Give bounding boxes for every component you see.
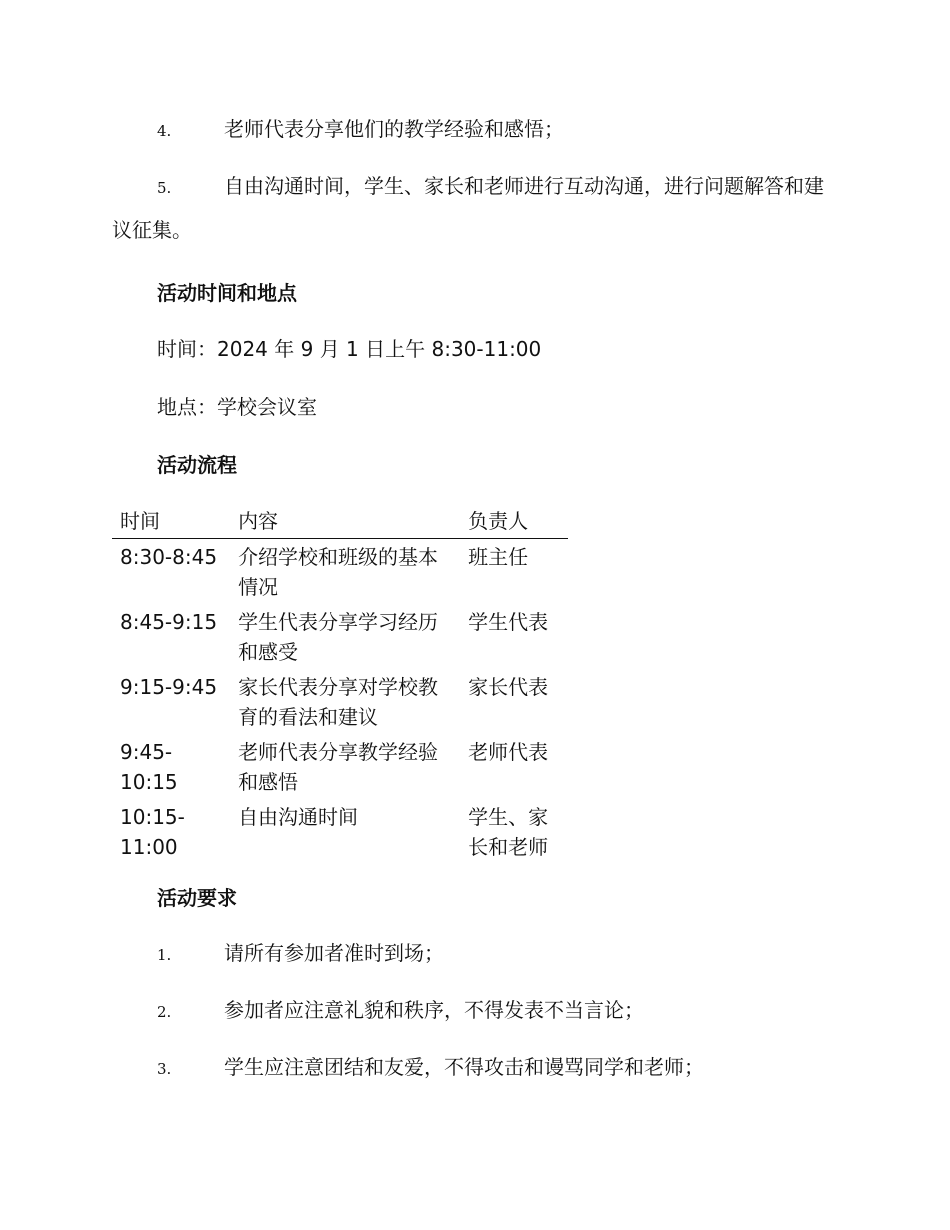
list-item (112, 1045, 837, 1089)
cell-time: 8:45-9:15 (120, 610, 218, 634)
table-header-row (112, 504, 568, 539)
section-heading-flow: 活动流程 (157, 453, 237, 477)
table-row (112, 799, 568, 864)
schedule-table (112, 504, 568, 864)
column-header-owner: 负责人 (460, 504, 568, 539)
column-header-time: 时间 (112, 504, 230, 539)
cell-content: 家长代表分享对学校教育的看法和建议 (238, 675, 439, 729)
section-heading-requirements: 活动要求 (157, 886, 237, 910)
list-item (112, 931, 837, 975)
list-number: 4. (157, 122, 172, 140)
table-row (112, 604, 568, 669)
list-item (112, 164, 837, 252)
cell-content: 学生代表分享学习经历和感受 (238, 610, 439, 664)
list-number: 2. (157, 1003, 172, 1021)
cell-time: 9:45-10:15 (120, 740, 178, 794)
cell-owner: 学生、家长和老师 (468, 805, 549, 859)
cell-time: 10:15-11:00 (120, 805, 185, 859)
cell-owner: 家长代表 (468, 675, 549, 699)
activity-place: 地点：学校会议室 (157, 395, 317, 419)
table-row (112, 669, 568, 734)
list-text: 自由沟通时间，学生、家长和老师进行互动沟通，进行问题解答和建议征集。 (112, 174, 824, 242)
cell-owner: 学生代表 (468, 610, 549, 634)
column-header-content: 内容 (230, 504, 460, 539)
list-item (112, 988, 837, 1032)
list-text: 老师代表分享他们的教学经验和感悟； (224, 117, 564, 141)
cell-owner: 班主任 (468, 545, 529, 569)
cell-content: 自由沟通时间 (238, 805, 359, 829)
table-row (112, 539, 568, 605)
cell-owner: 老师代表 (468, 740, 549, 764)
list-number: 5. (157, 179, 172, 197)
list-number: 3. (157, 1060, 172, 1078)
cell-content: 老师代表分享教学经验和感悟 (238, 740, 439, 794)
list-item (112, 107, 837, 151)
list-text: 学生应注意团结和友爱，不得攻击和谩骂同学和老师； (224, 1055, 704, 1079)
cell-time: 9:15-9:45 (120, 675, 218, 699)
list-number: 1. (157, 946, 172, 964)
cell-content: 介绍学校和班级的基本情况 (238, 545, 439, 599)
table-row (112, 734, 568, 799)
list-text: 请所有参加者准时到场； (224, 941, 444, 965)
section-heading-time-place: 活动时间和地点 (157, 281, 297, 305)
list-text: 参加者应注意礼貌和秩序，不得发表不当言论； (224, 998, 644, 1022)
activity-time: 时间：2024 年 9 月 1 日上午 8:30-11:00 (157, 337, 542, 361)
cell-time: 8:30-8:45 (120, 545, 218, 569)
